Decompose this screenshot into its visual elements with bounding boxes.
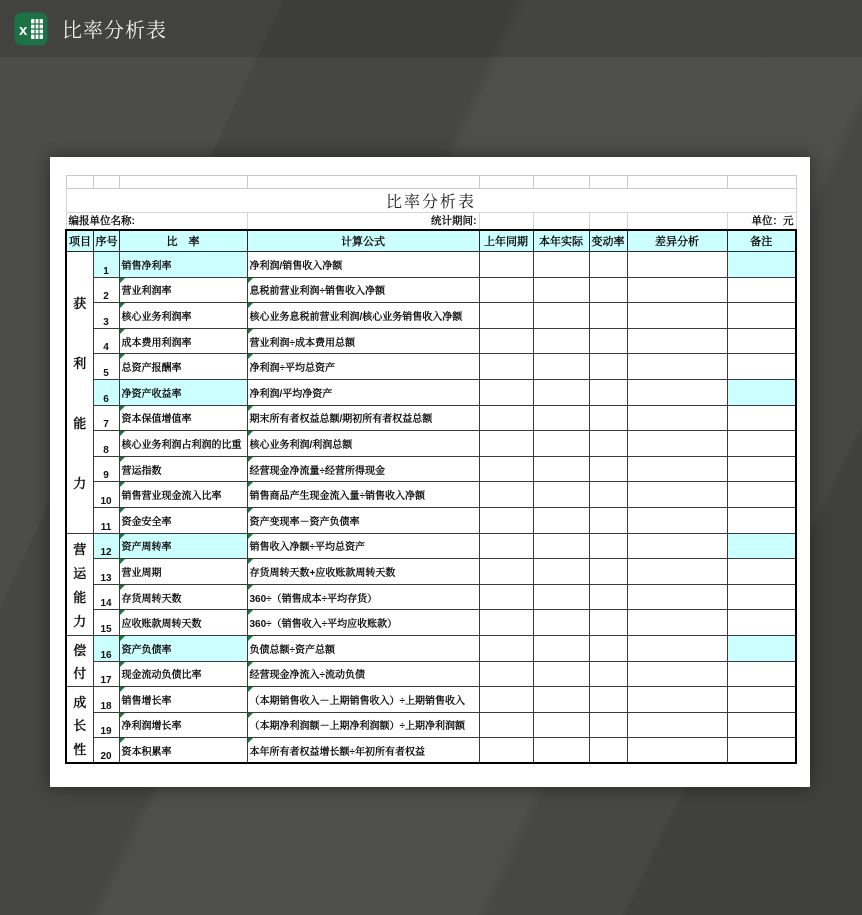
ratio-analysis-table [65,175,797,764]
diff-analysis-cell[interactable] [627,252,727,278]
row-number-cell[interactable]: 11 [93,507,119,533]
empty-cell[interactable] [589,176,627,189]
svg-text:x: x [19,21,28,39]
prev-year-cell[interactable] [479,303,533,329]
this-year-cell[interactable] [533,507,589,533]
row-number-cell[interactable]: 13 [93,559,119,585]
row-number-cell[interactable]: 6 [93,379,119,405]
row-number-cell[interactable]: 17 [93,661,119,687]
change-rate-cell[interactable] [589,277,627,303]
category-char: 能 [73,589,87,605]
row-number-cell[interactable]: 19 [93,712,119,738]
note-cell[interactable] [727,354,796,380]
prev-year-cell[interactable] [479,610,533,636]
row-number-cell[interactable]: 8 [93,431,119,457]
category-vertical-label [67,534,93,635]
row-number-cell[interactable]: 16 [93,635,119,661]
prev-year-cell[interactable] [479,559,533,585]
change-rate-cell[interactable] [589,533,627,559]
prev-year-cell[interactable] [479,738,533,764]
category-char: 性 [73,741,87,757]
ratio-name-cell[interactable]: 净利润增长率 [119,712,247,738]
this-year-cell[interactable] [533,584,589,610]
note-cell[interactable] [727,712,796,738]
row-number-cell[interactable]: 7 [93,405,119,431]
category-char: 付 [73,666,87,682]
prev-year-cell[interactable] [479,252,533,278]
change-rate-cell[interactable] [589,738,627,764]
ratio-name-cell[interactable]: 核心业务利润率 [119,303,247,329]
ratio-name-cell[interactable]: 资本保值增值率 [119,405,247,431]
row-number-cell[interactable]: 9 [93,456,119,482]
this-year-cell[interactable] [533,328,589,354]
change-rate-cell[interactable] [589,431,627,457]
change-rate-cell[interactable] [589,507,627,533]
prev-year-cell[interactable] [479,712,533,738]
col-header-project[interactable]: 项目 [66,230,93,252]
formula-cell[interactable]: 本年所有者权益增长额÷年初所有者权益 [247,738,479,764]
ratio-name-cell[interactable]: 总资产报酬率 [119,354,247,380]
note-cell[interactable] [727,559,796,585]
change-rate-cell[interactable] [589,661,627,687]
row-number-cell[interactable]: 3 [93,303,119,329]
this-year-cell[interactable] [533,405,589,431]
ratio-name-cell[interactable]: 销售净利率 [119,252,247,278]
empty-cell[interactable] [589,213,627,230]
empty-sheet-row [66,176,796,189]
prev-year-cell[interactable] [479,456,533,482]
diff-analysis-cell[interactable] [627,610,727,636]
ratio-name-cell[interactable]: 销售增长率 [119,687,247,713]
note-cell[interactable] [727,252,796,278]
category-char: 营 [73,541,87,557]
table-row [66,712,796,738]
category-char: 力 [73,613,87,629]
row-number-cell[interactable]: 2 [93,277,119,303]
prev-year-cell[interactable] [479,584,533,610]
diff-analysis-cell[interactable] [627,687,727,713]
table-row [66,379,796,405]
ratio-name-cell[interactable]: 存货周转天数 [119,584,247,610]
diff-analysis-cell[interactable] [627,354,727,380]
prev-year-cell[interactable] [479,507,533,533]
change-rate-cell[interactable] [589,712,627,738]
this-year-cell[interactable] [533,687,589,713]
diff-analysis-cell[interactable] [627,431,727,457]
header-row [66,230,796,252]
table-row [66,533,796,559]
excel-icon [14,12,48,46]
formula-cell[interactable]: 经营现金净流量÷经营所得现金 [247,456,479,482]
table-row [66,635,796,661]
note-cell[interactable] [727,328,796,354]
empty-cell[interactable] [627,176,727,189]
row-number-cell[interactable]: 5 [93,354,119,380]
diff-analysis-cell[interactable] [627,482,727,508]
row-number-cell[interactable]: 10 [93,482,119,508]
prev-year-cell[interactable] [479,431,533,457]
this-year-cell[interactable] [533,252,589,278]
change-rate-cell[interactable] [589,559,627,585]
table-row [66,303,796,329]
category-vertical-label [67,687,93,762]
ratio-name-cell[interactable]: 应收账款周转天数 [119,610,247,636]
col-header-note[interactable]: 备注 [727,230,796,252]
change-rate-cell[interactable] [589,354,627,380]
ratio-name-cell[interactable]: 资金安全率 [119,507,247,533]
note-cell[interactable] [727,635,796,661]
empty-cell[interactable] [533,213,589,230]
note-cell[interactable] [727,379,796,405]
note-cell[interactable] [727,533,796,559]
formula-cell[interactable]: 核心业务息税前营业利润/核心业务销售收入净额 [247,303,479,329]
col-header-change-rate[interactable]: 变动率 [589,230,627,252]
table-row [66,661,796,687]
change-rate-cell[interactable] [589,252,627,278]
note-cell[interactable] [727,405,796,431]
category-char: 利 [73,355,87,371]
row-number-cell[interactable]: 18 [93,687,119,713]
diff-analysis-cell[interactable] [627,584,727,610]
table-row [66,687,796,713]
this-year-cell[interactable] [533,661,589,687]
table-row [66,431,796,457]
ratio-name-cell[interactable]: 资产负债率 [119,635,247,661]
diff-analysis-cell[interactable] [627,507,727,533]
diff-analysis-cell[interactable] [627,328,727,354]
col-header-formula[interactable]: 计算公式 [247,230,479,252]
ratio-name-cell[interactable]: 净资产收益率 [119,379,247,405]
diff-analysis-cell[interactable] [627,712,727,738]
empty-cell[interactable] [93,176,119,189]
prev-year-cell[interactable] [479,354,533,380]
table-row [66,482,796,508]
diff-analysis-cell[interactable] [627,456,727,482]
this-year-cell[interactable] [533,431,589,457]
empty-cell[interactable] [66,176,93,189]
empty-cell[interactable] [727,176,796,189]
formula-cell[interactable]: （本期净利润额－上期净利润额）÷上期净利润额 [247,712,479,738]
prev-year-cell[interactable] [479,482,533,508]
table-row [66,456,796,482]
category-vertical-label [67,252,93,533]
table-row [66,252,796,278]
category-cell-4[interactable] [66,687,93,764]
formula-cell[interactable]: 360÷（销售收入÷平均应收账款） [247,610,479,636]
this-year-cell[interactable] [533,712,589,738]
table-row [66,584,796,610]
diff-analysis-cell[interactable] [627,277,727,303]
ratio-name-cell[interactable]: 营业利润率 [119,277,247,303]
formula-cell[interactable]: 净利润/销售收入净额 [247,252,479,278]
ratio-name-cell[interactable]: 销售营业现金流入比率 [119,482,247,508]
spreadsheet-page [50,157,810,787]
formula-cell[interactable]: 销售收入净额÷平均总资产 [247,533,479,559]
this-year-cell[interactable] [533,277,589,303]
note-cell[interactable] [727,687,796,713]
note-cell[interactable] [727,277,796,303]
note-cell[interactable] [727,661,796,687]
col-header-ratio[interactable]: 比 率 [119,230,247,252]
prev-year-cell[interactable] [479,533,533,559]
prev-year-cell[interactable] [479,328,533,354]
category-char: 力 [73,475,87,491]
unit-label[interactable]: 单位：元 [727,213,796,230]
info-row [66,213,796,230]
table-row [66,405,796,431]
table-row [66,507,796,533]
table-row [66,277,796,303]
change-rate-cell[interactable] [589,303,627,329]
category-char: 长 [73,718,87,734]
empty-cell[interactable] [479,213,533,230]
empty-cell[interactable] [627,213,727,230]
ratio-name-cell[interactable]: 营业周期 [119,559,247,585]
category-char: 运 [73,565,87,581]
titlebar [0,0,862,57]
category-cell-1[interactable] [66,252,93,534]
formula-cell[interactable]: 销售商品产生现金流入量÷销售收入净额 [247,482,479,508]
change-rate-cell[interactable] [589,584,627,610]
ratio-name-cell[interactable]: 资产周转率 [119,533,247,559]
diff-analysis-cell[interactable] [627,635,727,661]
change-rate-cell[interactable] [589,687,627,713]
formula-cell[interactable]: 营业利润÷成本费用总额 [247,328,479,354]
empty-cell[interactable] [247,176,479,189]
period-label[interactable]: 统计期间: [247,213,479,230]
this-year-cell[interactable] [533,456,589,482]
col-header-diff-analysis[interactable]: 差异分析 [627,230,727,252]
this-year-cell[interactable] [533,610,589,636]
formula-cell[interactable]: 期末所有者权益总额/期初所有者权益总额 [247,405,479,431]
this-year-cell[interactable] [533,482,589,508]
change-rate-cell[interactable] [589,405,627,431]
category-char: 获 [73,295,87,311]
table-row [66,610,796,636]
this-year-cell[interactable] [533,738,589,764]
change-rate-cell[interactable] [589,328,627,354]
note-cell[interactable] [727,482,796,508]
this-year-cell[interactable] [533,354,589,380]
title-row [66,189,796,213]
table-row [66,328,796,354]
category-cell-3[interactable] [66,635,93,686]
app-title: 比率分析表 [62,20,167,42]
ratio-name-cell[interactable]: 营运指数 [119,456,247,482]
formula-cell[interactable]: 息税前营业利润÷销售收入净额 [247,277,479,303]
formula-cell[interactable]: 核心业务利润/利润总额 [247,431,479,457]
table-row [66,559,796,585]
diff-analysis-cell[interactable] [627,405,727,431]
note-cell[interactable] [727,610,796,636]
change-rate-cell[interactable] [589,482,627,508]
col-header-this-year[interactable]: 本年实际 [533,230,589,252]
prev-year-cell[interactable] [479,405,533,431]
formula-cell[interactable]: （本期销售收入－上期销售收入）÷上期销售收入 [247,687,479,713]
category-char: 能 [73,415,87,431]
table-row [66,354,796,380]
formula-cell[interactable]: 净利润÷平均总资产 [247,354,479,380]
diff-analysis-cell[interactable] [627,379,727,405]
diff-analysis-cell[interactable] [627,303,727,329]
note-cell[interactable] [727,456,796,482]
ratio-name-cell[interactable]: 现金流动负债比率 [119,661,247,687]
note-cell[interactable] [727,303,796,329]
change-rate-cell[interactable] [589,635,627,661]
empty-cell[interactable] [533,176,589,189]
empty-cell[interactable] [479,176,533,189]
row-number-cell[interactable]: 14 [93,584,119,610]
formula-cell[interactable]: 净利润/平均净资产 [247,379,479,405]
prev-year-cell[interactable] [479,635,533,661]
diff-analysis-cell[interactable] [627,738,727,764]
ratio-name-cell[interactable]: 成本费用利润率 [119,328,247,354]
formula-cell[interactable]: 资产变现率－资产负债率 [247,507,479,533]
formula-cell[interactable]: 360÷（销售成本÷平均存货） [247,584,479,610]
row-number-cell[interactable]: 15 [93,610,119,636]
row-number-cell[interactable]: 1 [93,252,119,278]
change-rate-cell[interactable] [589,456,627,482]
this-year-cell[interactable] [533,533,589,559]
sheet-title[interactable]: 比率分析表 [66,189,796,213]
this-year-cell[interactable] [533,379,589,405]
formula-cell[interactable]: 存货周转天数+应收账款周转天数 [247,559,479,585]
category-cell-2[interactable] [66,533,93,635]
note-cell[interactable] [727,584,796,610]
this-year-cell[interactable] [533,303,589,329]
prev-year-cell[interactable] [479,379,533,405]
row-number-cell[interactable]: 12 [93,533,119,559]
this-year-cell[interactable] [533,559,589,585]
diff-analysis-cell[interactable] [627,533,727,559]
note-cell[interactable] [727,507,796,533]
change-rate-cell[interactable] [589,379,627,405]
category-char: 成 [73,694,87,710]
note-cell[interactable] [727,738,796,764]
change-rate-cell[interactable] [589,610,627,636]
category-char: 偿 [73,642,87,658]
ratio-name-cell[interactable]: 资本积累率 [119,738,247,764]
diff-analysis-cell[interactable] [627,559,727,585]
category-vertical-label [67,636,93,686]
formula-cell[interactable]: 负债总额÷资产总额 [247,635,479,661]
prev-year-cell[interactable] [479,661,533,687]
empty-cell[interactable] [119,176,247,189]
formula-cell[interactable]: 经营现金净流入÷流动负债 [247,661,479,687]
note-cell[interactable] [727,431,796,457]
row-number-cell[interactable]: 4 [93,328,119,354]
prev-year-cell[interactable] [479,687,533,713]
report-unit-label[interactable]: 编报单位名称: [66,213,247,230]
table-row [66,738,796,764]
col-header-prev-year[interactable]: 上年同期 [479,230,533,252]
ratio-name-cell[interactable]: 核心业务利润占利润的比重 [119,431,247,457]
prev-year-cell[interactable] [479,277,533,303]
row-number-cell[interactable]: 20 [93,738,119,764]
col-header-number[interactable]: 序号 [93,230,119,252]
diff-analysis-cell[interactable] [627,661,727,687]
this-year-cell[interactable] [533,635,589,661]
